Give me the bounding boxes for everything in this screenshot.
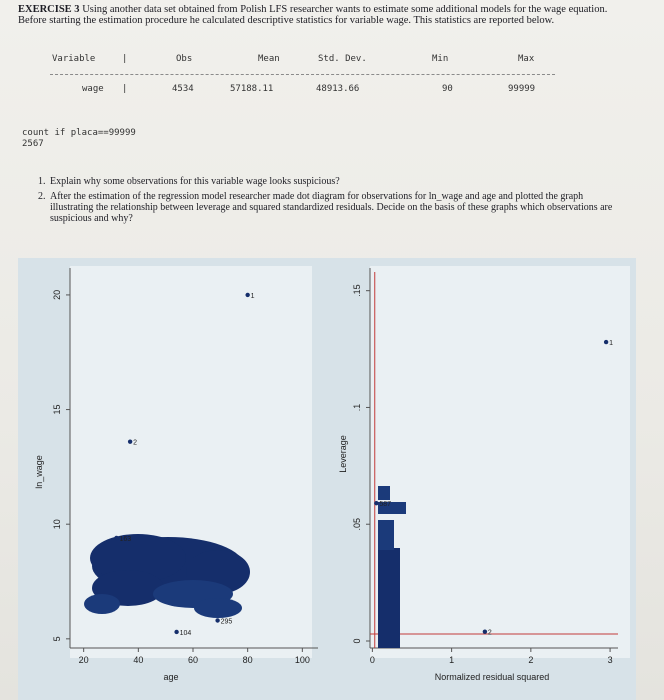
row-variable: wage: [82, 84, 104, 94]
exercise-label: EXERCISE 3: [18, 4, 80, 15]
graphs-figure: [18, 258, 636, 700]
data-point-label: 1: [250, 292, 255, 300]
count-result: 2567: [22, 139, 44, 149]
right-plot-region: [370, 266, 630, 658]
left-x-axis-title: age: [163, 672, 179, 682]
left-y-ticks: [52, 290, 70, 641]
x-tick-label: 100: [294, 655, 310, 665]
x-tick-label: 20: [78, 655, 89, 665]
data-point-label: 1: [609, 340, 614, 348]
y-tick-label: .15: [352, 284, 362, 297]
data-point: [483, 629, 487, 633]
data-point-label: 163: [119, 535, 132, 543]
graphs-svg: [18, 258, 636, 700]
x-tick-label: 60: [187, 655, 199, 665]
data-point: [128, 439, 132, 443]
header-separator: |: [122, 54, 128, 64]
question-number: 1.: [38, 176, 46, 187]
header-std-dev: Std. Dev.: [318, 54, 367, 64]
x-tick-label: 0: [369, 655, 375, 665]
summary-data-row: [18, 84, 638, 98]
y-tick-label: 0: [352, 638, 362, 644]
data-point-label: 2: [133, 439, 138, 447]
header-mean: Mean: [258, 54, 280, 64]
header-obs: Obs: [176, 54, 193, 64]
y-tick-label: .05: [352, 517, 362, 531]
leverage-residual-plot: [338, 266, 630, 682]
ln-wage-age-plot: [34, 266, 318, 682]
header-max: Max: [518, 54, 535, 64]
right-y-ticks: [352, 284, 370, 643]
count-command-line: count if placa==99999: [22, 128, 136, 138]
table-divider: [50, 74, 555, 75]
summary-header-row: [18, 54, 638, 68]
row-min: 90: [442, 84, 453, 94]
left-y-axis-title: ln_wage: [34, 455, 44, 489]
summary-statistics-output: [18, 54, 638, 98]
data-point: [604, 340, 608, 344]
question-text: Explain why some observations for this variable wage looks suspicious?: [50, 176, 340, 187]
question-item: [38, 191, 618, 224]
right-y-axis-title: Leverage: [338, 435, 348, 473]
data-point: [245, 293, 249, 297]
y-tick-label: 20: [52, 289, 62, 300]
question-text: After the estimation of the regression model researcher made dot diagram for observations for ln_wage and age and plotted the graph illustrating the relationship between leverage and squared standardized residuals. Decide on the basis of these graphs which observations are suspicious and why?: [50, 191, 613, 224]
row-std-dev: 48913.66: [316, 84, 360, 94]
y-tick-label: 5: [52, 636, 62, 642]
header-variable: Variable: [52, 54, 96, 64]
data-point-label: 587: [379, 501, 392, 509]
x-tick-label: 40: [133, 655, 144, 665]
data-point-label: 104: [179, 629, 192, 637]
exercise-text: Using another data set obtained from Polish LFS researcher wants to estimate some additional models for the wage equation. Before starting the estimation procedure he calculated descriptive statistics for variable wage. This statistics are reported below.: [18, 4, 608, 26]
x-tick-label: 80: [242, 655, 253, 665]
exercise-intro: [18, 4, 618, 26]
header-min: Min: [432, 54, 449, 64]
data-point: [374, 501, 378, 505]
y-tick-label: 10: [52, 519, 62, 530]
count-command: [22, 128, 136, 150]
row-mean: 57188.11: [230, 84, 274, 94]
y-tick-label: 15: [52, 404, 62, 415]
row-separator: |: [122, 84, 128, 94]
y-tick-label: .1: [352, 403, 362, 412]
x-tick-label: 2: [528, 655, 534, 665]
right-x-axis-title: Normalized residual squared: [434, 672, 550, 682]
question-item: [38, 176, 618, 187]
question-number: 2.: [38, 191, 46, 202]
data-point: [174, 630, 178, 634]
data-point-label: 2: [487, 629, 492, 637]
x-tick-label: 1: [449, 655, 455, 665]
row-max: 99999: [508, 84, 536, 94]
row-obs: 4534: [172, 84, 194, 94]
x-tick-label: 3: [607, 655, 613, 665]
data-point: [114, 536, 118, 540]
question-list: [38, 176, 618, 228]
data-point: [215, 618, 219, 622]
data-point-label: 295: [220, 618, 233, 626]
